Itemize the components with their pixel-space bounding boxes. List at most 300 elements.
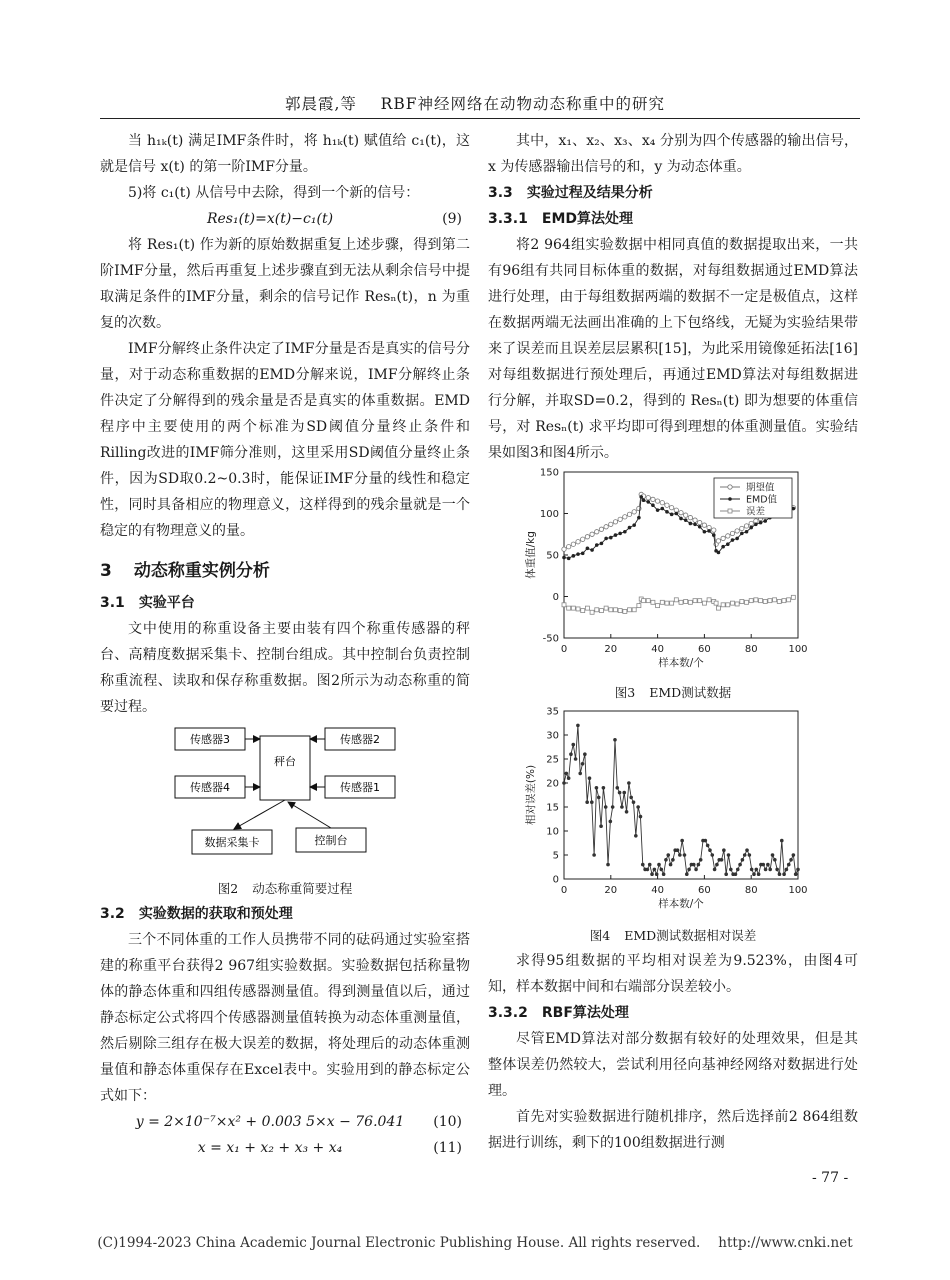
data-point bbox=[735, 537, 739, 541]
data-point bbox=[585, 606, 589, 610]
subsection-heading-3-2 bbox=[100, 901, 470, 927]
data-point bbox=[586, 547, 590, 551]
data-point bbox=[743, 853, 747, 857]
header-rule bbox=[100, 118, 860, 119]
caption-number: 图4 bbox=[589, 928, 611, 943]
data-point bbox=[602, 786, 606, 790]
data-point bbox=[768, 599, 772, 603]
data-point bbox=[646, 496, 650, 500]
data-point bbox=[660, 868, 664, 872]
data-point bbox=[759, 599, 763, 603]
data-point bbox=[688, 515, 692, 519]
data-point bbox=[664, 858, 668, 862]
y-axis-label: 相对误差(%) bbox=[525, 764, 537, 826]
figure-2 bbox=[100, 720, 470, 899]
data-point bbox=[740, 532, 744, 536]
footer-url[interactable]: http://www.cnki.net bbox=[718, 1235, 853, 1251]
data-point bbox=[721, 603, 725, 607]
equation-10 bbox=[100, 1109, 470, 1135]
data-point bbox=[684, 518, 688, 522]
daq-label: 数据采集卡 bbox=[204, 836, 260, 849]
data-point bbox=[735, 529, 739, 533]
copyright-footer bbox=[0, 1235, 950, 1251]
data-point bbox=[567, 776, 571, 780]
platform-label: 秤台 bbox=[274, 755, 296, 768]
arrow bbox=[288, 802, 331, 828]
data-point bbox=[609, 608, 613, 612]
data-point bbox=[618, 609, 622, 613]
data-point bbox=[604, 805, 608, 809]
data-point bbox=[670, 601, 674, 605]
data-point bbox=[595, 530, 599, 534]
paragraph: 三个不同体重的工作人员携带不同的砝码通过实验室搭建的称重平台获得2 967组实验数据。实验数据包括称量物体的静态体重和四组传感器测量值。得到测量值以后，通过静态标定公式将四个传感器测量值转换为动态体重测量值，然后剔除三组存在极大误差的数据，将处理后的动态体重测量值和静态体重保存在Excel表中。实验用到的静态标定公式如下： bbox=[100, 932, 470, 1104]
data-point bbox=[764, 868, 768, 872]
data-point bbox=[726, 542, 730, 546]
paragraph: 将2 964组实验数据中相同真值的数据提取出来，一共有96组有共同目标体重的数据，对每组数据通过EMD算法进行处理，由于每组数据两端的数据不一定是极值点，这样在数据两端无法画出准确的上下包络线，无疑为实验结果带来了误差而且误差层层累积[15]，为此采用镜像延拓法[16]对每组数据进行预处理后，再通过EMD算法对每组数据进行分解，并取SD=0.2，得到的 Resₙ(t) 即为想要的体重信号，对 Resₙ(t) 求平均即可得到理想的体重测量值。实验结果如图3和图4所示。 bbox=[488, 237, 858, 461]
data-point bbox=[671, 858, 675, 862]
y-tick-label: 100 bbox=[539, 509, 559, 520]
data-point bbox=[794, 872, 798, 876]
data-point bbox=[687, 868, 691, 872]
data-point bbox=[567, 606, 571, 610]
data-point bbox=[740, 526, 744, 530]
data-point bbox=[562, 781, 566, 785]
y-tick-label: 10 bbox=[546, 826, 559, 838]
paragraph: 将 Res₁(t) 作为新的原始数据重复上述步骤，得到第二阶IMF分量，然后再重复上述步骤直到无法从剩余信号中提取满足条件的IMF分量，剩余的信号记作 Resₙ(t)，n 为重复的次数。 bbox=[100, 237, 470, 331]
data-point bbox=[727, 853, 731, 857]
data-point bbox=[581, 762, 585, 766]
data-point bbox=[611, 805, 615, 809]
data-point bbox=[637, 516, 641, 520]
x-tick-label: 20 bbox=[604, 644, 618, 655]
caption-text: EMD测试数据相对误差 bbox=[624, 928, 757, 943]
data-point bbox=[791, 595, 795, 599]
data-point bbox=[572, 554, 576, 558]
data-point bbox=[648, 863, 652, 867]
subsection-heading-3-3-1 bbox=[488, 206, 858, 232]
data-point bbox=[629, 796, 633, 800]
data-point bbox=[655, 872, 659, 876]
data-point bbox=[588, 776, 592, 780]
data-point bbox=[773, 598, 777, 602]
y-tick-label: 50 bbox=[546, 550, 559, 562]
data-point bbox=[693, 518, 697, 522]
data-point bbox=[736, 868, 740, 872]
data-point bbox=[609, 820, 613, 824]
x-axis-label: 样本数/个 bbox=[658, 898, 704, 910]
section-number: 3.2 bbox=[100, 906, 125, 922]
data-point bbox=[576, 540, 580, 544]
sensor3-label: 传感器3 bbox=[190, 733, 230, 746]
data-point bbox=[787, 863, 791, 867]
legend-label: 期望值 bbox=[746, 482, 775, 494]
data-point bbox=[618, 791, 622, 795]
data-point bbox=[752, 872, 756, 876]
data-point bbox=[698, 520, 702, 524]
data-point bbox=[693, 522, 697, 526]
data-point bbox=[585, 800, 589, 804]
data-point bbox=[748, 853, 752, 857]
data-point bbox=[604, 537, 608, 541]
copyright-text: (C)1994-2023 China Academic Journal Electronic Publishing House. All rights reserved. bbox=[97, 1235, 701, 1251]
legend-marker bbox=[728, 485, 732, 489]
legend-label: 误差 bbox=[746, 506, 766, 518]
data-point bbox=[702, 601, 706, 605]
data-point bbox=[581, 552, 585, 556]
data-point bbox=[692, 863, 696, 867]
data-point bbox=[729, 868, 733, 872]
data-point bbox=[734, 872, 738, 876]
data-point bbox=[660, 507, 664, 511]
paragraph: 求得95组数据的平均相对误差为9.523%，由图4可知，样本数据中间和右端部分误差较小。 bbox=[488, 953, 858, 995]
data-point bbox=[702, 523, 706, 527]
subsection-heading-3-3 bbox=[488, 180, 858, 206]
data-point bbox=[639, 495, 643, 499]
data-point bbox=[653, 868, 657, 872]
data-point bbox=[730, 601, 734, 605]
data-point bbox=[657, 863, 661, 867]
data-point bbox=[724, 872, 728, 876]
section-title: 动态称重实例分析 bbox=[133, 561, 270, 581]
y-axis-label: 体重值/kg bbox=[525, 531, 537, 579]
data-point bbox=[623, 515, 627, 519]
data-point bbox=[722, 848, 726, 852]
data-point bbox=[730, 531, 734, 535]
data-point bbox=[590, 548, 594, 552]
subsection-heading-3-3-2 bbox=[488, 1000, 858, 1026]
data-point bbox=[650, 872, 654, 876]
legend-marker bbox=[728, 497, 732, 501]
equation-number: (9) bbox=[442, 211, 462, 227]
data-point bbox=[609, 522, 613, 526]
data-point bbox=[562, 556, 566, 560]
x-tick-label: 80 bbox=[744, 644, 758, 655]
data-point bbox=[569, 752, 573, 756]
figure-4 bbox=[488, 705, 858, 946]
section-number: 3.1 bbox=[100, 595, 125, 611]
data-point bbox=[749, 526, 753, 530]
data-point bbox=[571, 606, 575, 610]
data-point bbox=[712, 533, 716, 537]
data-point bbox=[566, 545, 570, 549]
data-point bbox=[726, 534, 730, 538]
data-point bbox=[740, 599, 744, 603]
data-point bbox=[744, 524, 748, 528]
section-heading-3 bbox=[100, 558, 470, 584]
data-point bbox=[731, 538, 735, 542]
data-point bbox=[632, 608, 636, 612]
data-point bbox=[670, 513, 674, 517]
data-point bbox=[627, 512, 631, 516]
data-point bbox=[721, 536, 725, 540]
data-point bbox=[679, 510, 683, 514]
data-point bbox=[600, 542, 604, 546]
data-point bbox=[592, 853, 596, 857]
data-point bbox=[642, 599, 646, 603]
paragraph: 文中使用的称重设备主要由装有四个称重传感器的秤台、高精度数据采集卡、控制台组成。其中控制台负责控制称重流程、读取和保存称重数据。图2所示为动态称重的简要过程。 bbox=[100, 621, 470, 715]
emd-test-data-chart bbox=[488, 466, 858, 670]
data-point bbox=[745, 600, 749, 604]
data-point bbox=[651, 600, 655, 604]
data-point bbox=[613, 520, 617, 524]
data-point bbox=[674, 598, 678, 602]
equation-expression: y = 2×10⁻⁷×x² + 0.003 5×x − 76.041 bbox=[135, 1114, 405, 1130]
data-point bbox=[632, 510, 636, 514]
x-tick-label: 100 bbox=[788, 885, 808, 896]
data-point bbox=[627, 781, 631, 785]
data-point bbox=[792, 853, 796, 857]
data-point bbox=[777, 599, 781, 603]
data-point bbox=[754, 868, 758, 872]
section-number: 3 bbox=[100, 561, 112, 581]
data-point bbox=[754, 522, 758, 526]
data-point bbox=[699, 858, 703, 862]
data-point bbox=[735, 602, 739, 606]
data-point bbox=[683, 853, 687, 857]
data-point bbox=[646, 500, 650, 504]
data-point bbox=[717, 551, 721, 555]
data-point bbox=[646, 868, 650, 872]
data-point bbox=[782, 599, 786, 603]
data-point bbox=[599, 527, 603, 531]
data-point bbox=[637, 604, 641, 608]
subsection-heading-3-1 bbox=[100, 590, 470, 616]
legend-label: EMD值 bbox=[746, 494, 778, 506]
data-point bbox=[655, 499, 659, 503]
data-point bbox=[581, 609, 585, 613]
data-point bbox=[787, 598, 791, 602]
figure-3-caption bbox=[488, 683, 858, 703]
section-title: 实验过程及结果分析 bbox=[526, 185, 653, 201]
data-point bbox=[609, 536, 613, 540]
data-point bbox=[567, 557, 571, 561]
data-point bbox=[651, 503, 655, 507]
sensor2-label: 传感器2 bbox=[340, 733, 380, 746]
section-title: RBF算法处理 bbox=[541, 1005, 629, 1021]
data-point bbox=[565, 772, 569, 776]
data-point bbox=[660, 501, 664, 505]
data-point bbox=[763, 599, 767, 603]
data-point bbox=[646, 599, 650, 603]
data-point bbox=[632, 800, 636, 804]
data-point bbox=[669, 863, 673, 867]
page-number: - 77 - bbox=[812, 1170, 849, 1186]
data-point bbox=[768, 868, 772, 872]
data-point bbox=[716, 606, 720, 610]
data-point bbox=[750, 868, 754, 872]
data-point bbox=[590, 532, 594, 536]
data-point bbox=[620, 805, 624, 809]
data-point bbox=[714, 601, 718, 605]
equation-expression: Res₁(t)=x(t)−c₁(t) bbox=[206, 211, 334, 227]
y-tick-label: 35 bbox=[546, 706, 559, 718]
caption-number: 图3 bbox=[614, 685, 636, 700]
data-point bbox=[662, 872, 666, 876]
y-tick-label: 0 bbox=[552, 592, 559, 603]
x-tick-label: 60 bbox=[698, 885, 711, 896]
data-point bbox=[665, 510, 669, 514]
figure-4-caption bbox=[488, 926, 858, 946]
y-tick-label: 30 bbox=[546, 730, 559, 742]
section-title: EMD算法处理 bbox=[541, 211, 633, 227]
data-point bbox=[721, 545, 725, 549]
data-point bbox=[623, 609, 627, 613]
data-point bbox=[562, 547, 566, 551]
flow-diagram bbox=[100, 720, 470, 866]
data-point bbox=[585, 535, 589, 539]
equation-9 bbox=[100, 206, 470, 232]
data-point bbox=[599, 609, 603, 613]
data-point bbox=[763, 519, 767, 523]
data-point bbox=[606, 863, 610, 867]
data-point bbox=[597, 796, 601, 800]
y-tick-label: 25 bbox=[546, 754, 559, 766]
data-point bbox=[571, 542, 575, 546]
data-point bbox=[683, 513, 687, 517]
data-point bbox=[590, 610, 594, 614]
section-title: 实验平台 bbox=[138, 595, 195, 611]
data-point bbox=[578, 772, 582, 776]
data-point bbox=[706, 844, 710, 848]
caption-text: EMD测试数据 bbox=[649, 685, 732, 700]
data-point bbox=[679, 600, 683, 604]
x-tick-label: 40 bbox=[651, 644, 664, 655]
data-point bbox=[656, 604, 660, 608]
right-column bbox=[488, 128, 858, 1156]
data-point bbox=[656, 508, 660, 512]
data-point bbox=[599, 824, 603, 828]
y-tick-label: 20 bbox=[546, 778, 559, 790]
data-point bbox=[689, 522, 693, 526]
data-point bbox=[625, 810, 629, 814]
data-point bbox=[745, 530, 749, 534]
data-point bbox=[665, 601, 669, 605]
data-point bbox=[642, 498, 646, 502]
data-point bbox=[698, 599, 702, 603]
section-number: 3.3.1 bbox=[488, 211, 528, 227]
paragraph: IMF分解终止条件决定了IMF分量是否是真实的信号分量，对于动态称重数据的EMD分解来说，IMF分解终止条件决定了分解得到的残余量是否是真实的体重数据。EMD程序中主要使用的两个标准为SD阈值分量终止条件和Rilling改进的IMF筛分准则，这里采用SD阈值分量终止条件，因为SD取0.2~0.3时，能保证IMF分量的线性和稳定性，同时具备相应的物理意义，这样得到的残余量就是一个稳定的有物理意义的量。 bbox=[100, 341, 470, 539]
section-title: 实验数据的获取和预处理 bbox=[138, 906, 293, 922]
data-point bbox=[712, 528, 716, 532]
caption-number: 图2 bbox=[217, 881, 239, 896]
data-point bbox=[666, 853, 670, 857]
data-point bbox=[595, 543, 599, 547]
y-tick-label: 150 bbox=[539, 467, 559, 479]
x-tick-label: 60 bbox=[698, 644, 711, 655]
data-point bbox=[693, 599, 697, 603]
data-point bbox=[757, 872, 761, 876]
data-point bbox=[775, 868, 779, 872]
data-point bbox=[708, 848, 712, 852]
data-point bbox=[741, 858, 745, 862]
data-point bbox=[628, 526, 632, 530]
data-point bbox=[679, 517, 683, 521]
section-number: 3.3.2 bbox=[488, 1005, 528, 1021]
data-point bbox=[710, 853, 714, 857]
x-tick-label: 40 bbox=[651, 885, 664, 896]
data-point bbox=[562, 603, 566, 607]
data-point bbox=[634, 834, 638, 838]
data-point bbox=[604, 606, 608, 610]
data-point bbox=[576, 552, 580, 556]
data-point bbox=[716, 539, 720, 543]
data-point bbox=[675, 512, 679, 516]
data-point bbox=[694, 868, 698, 872]
data-point bbox=[576, 724, 580, 728]
left-column bbox=[100, 128, 470, 1161]
y-tick-label: 15 bbox=[546, 802, 559, 814]
data-point bbox=[789, 858, 793, 862]
caption-text: 动态称重简要过程 bbox=[252, 881, 353, 896]
y-tick-label: -50 bbox=[542, 633, 559, 645]
data-point bbox=[660, 600, 664, 604]
data-point bbox=[576, 607, 580, 611]
x-tick-label: 80 bbox=[744, 885, 758, 896]
section-number: 3.3 bbox=[488, 185, 513, 201]
data-point bbox=[665, 503, 669, 507]
data-point bbox=[771, 853, 775, 857]
data-point bbox=[623, 530, 627, 534]
data-point bbox=[703, 530, 707, 534]
data-point bbox=[615, 786, 619, 790]
data-point bbox=[749, 521, 753, 525]
sensor4-label: 传感器4 bbox=[190, 781, 230, 794]
x-tick-label: 0 bbox=[560, 644, 568, 655]
figure-3 bbox=[488, 466, 858, 703]
data-point bbox=[618, 532, 622, 536]
data-point bbox=[697, 863, 701, 867]
data-point bbox=[613, 608, 617, 612]
data-point bbox=[726, 603, 730, 607]
y-tick-label: 5 bbox=[552, 850, 559, 862]
data-point bbox=[678, 853, 682, 857]
data-point bbox=[698, 525, 702, 529]
data-point bbox=[782, 872, 786, 876]
data-point bbox=[676, 848, 680, 852]
data-point bbox=[590, 800, 594, 804]
data-point bbox=[785, 868, 789, 872]
data-point bbox=[766, 863, 770, 867]
data-point bbox=[618, 517, 622, 521]
data-point bbox=[614, 533, 618, 537]
header-title: RBF神经网络在动物动态称重中的研究 bbox=[380, 95, 665, 113]
data-point bbox=[738, 863, 742, 867]
header-authors: 郭晨霞,等 bbox=[285, 95, 357, 113]
data-point bbox=[636, 805, 640, 809]
equation-number: (11) bbox=[433, 1140, 462, 1156]
x-tick-label: 0 bbox=[560, 885, 568, 896]
data-point bbox=[745, 848, 749, 852]
data-point bbox=[684, 599, 688, 603]
data-point bbox=[754, 598, 758, 602]
data-point bbox=[581, 537, 585, 541]
data-point bbox=[639, 815, 643, 819]
data-point bbox=[632, 523, 636, 527]
figure-2-caption bbox=[100, 879, 470, 899]
data-point bbox=[759, 521, 763, 525]
paragraph: 其中，x₁、x₂、x₃、x₄ 分别为四个传感器的输出信号，x 为传感器输出信号的和，y 为动态体重。 bbox=[488, 133, 858, 175]
data-point bbox=[749, 599, 753, 603]
equation-number: (10) bbox=[433, 1114, 462, 1130]
equation-11 bbox=[100, 1135, 470, 1161]
data-point bbox=[669, 505, 673, 509]
emd-relative-error-chart bbox=[488, 705, 858, 913]
legend-marker bbox=[728, 509, 732, 513]
data-point bbox=[641, 863, 645, 867]
console-label: 控制台 bbox=[314, 834, 348, 847]
data-point bbox=[707, 598, 711, 602]
data-point bbox=[761, 863, 765, 867]
